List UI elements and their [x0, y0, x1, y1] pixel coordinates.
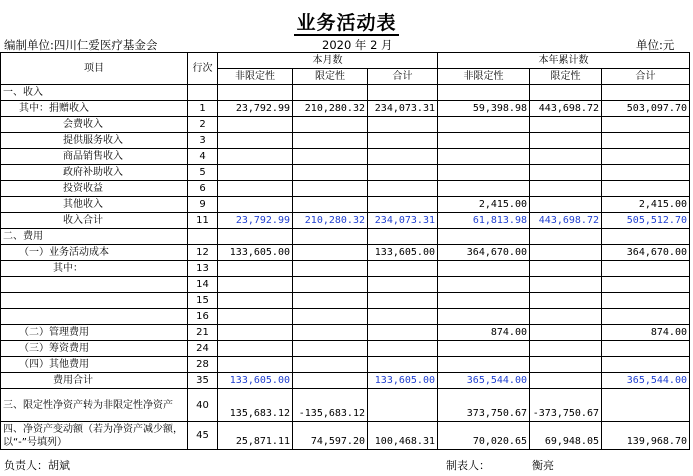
row-value[interactable]: [218, 133, 293, 149]
row-value[interactable]: [218, 325, 293, 341]
header-item: 项目: [1, 53, 188, 85]
row-label: [1, 277, 188, 293]
row-line-number: 15: [188, 293, 218, 309]
row-value[interactable]: [293, 261, 368, 277]
row-value[interactable]: [293, 341, 368, 357]
row-value[interactable]: [368, 197, 438, 213]
row-line-number: 2: [188, 117, 218, 133]
table-row: [1, 213, 690, 229]
row-line-number: [188, 229, 218, 245]
header-ytd: 本年累计数: [438, 53, 690, 69]
table-row: [1, 197, 690, 213]
row-value[interactable]: [368, 325, 438, 341]
row-value[interactable]: [438, 341, 530, 357]
row-value[interactable]: [293, 133, 368, 149]
row-value[interactable]: [530, 325, 602, 341]
row-value[interactable]: [293, 85, 368, 101]
row-value[interactable]: [530, 245, 602, 261]
row-value[interactable]: 503,097.70: [602, 101, 690, 117]
row-value[interactable]: [438, 293, 530, 309]
row-label: 投资收益: [1, 181, 188, 197]
row-value[interactable]: [530, 277, 602, 293]
row-value[interactable]: [293, 181, 368, 197]
row-value[interactable]: [218, 261, 293, 277]
row-value[interactable]: 2,415.00: [438, 197, 530, 213]
row-line-number: 35: [188, 373, 218, 389]
row-label: [1, 309, 188, 325]
row-label: （三）筹资费用: [1, 341, 188, 357]
row-label: （一）业务活动成本: [1, 245, 188, 261]
header-cm-unrestricted: 非限定性: [218, 69, 293, 85]
row-value[interactable]: [602, 229, 690, 245]
row-line-number: 40: [188, 389, 218, 422]
row-value[interactable]: 133,605.00: [368, 373, 438, 389]
row-value[interactable]: [438, 165, 530, 181]
row-value[interactable]: 133,605.00: [218, 245, 293, 261]
table-row: [1, 133, 690, 149]
table-row: [1, 422, 690, 450]
row-label: 收入合计: [1, 213, 188, 229]
row-line-number: 6: [188, 181, 218, 197]
row-value[interactable]: [602, 309, 690, 325]
table-row: [1, 117, 690, 133]
row-value[interactable]: 2,415.00: [602, 197, 690, 213]
row-value[interactable]: [368, 293, 438, 309]
row-value[interactable]: 234,073.31: [368, 101, 438, 117]
row-value[interactable]: [368, 261, 438, 277]
row-label: （二）管理费用: [1, 325, 188, 341]
row-line-number: 21: [188, 325, 218, 341]
row-value[interactable]: [602, 133, 690, 149]
row-value[interactable]: [602, 85, 690, 101]
row-label: 其他收入: [1, 197, 188, 213]
row-value[interactable]: 443,698.72: [530, 213, 602, 229]
row-line-number: 5: [188, 165, 218, 181]
table-row: [1, 101, 690, 117]
header-line: 行次: [188, 53, 218, 85]
row-value[interactable]: [602, 341, 690, 357]
header-ytd-restricted: 限定性: [530, 69, 602, 85]
reporting-unit: 编制单位:四川仁爱医疗基金会: [4, 38, 158, 52]
row-value[interactable]: 365,544.00: [438, 373, 530, 389]
row-value[interactable]: [438, 149, 530, 165]
table-row: [1, 261, 690, 277]
row-value[interactable]: [368, 309, 438, 325]
table-row: [1, 245, 690, 261]
row-value[interactable]: 59,398.98: [438, 101, 530, 117]
row-value[interactable]: [602, 357, 690, 373]
row-label: 其中：: [1, 261, 188, 277]
row-line-number: 3: [188, 133, 218, 149]
table-row: [1, 85, 690, 101]
row-value[interactable]: [530, 229, 602, 245]
row-value[interactable]: [218, 181, 293, 197]
row-value[interactable]: [368, 149, 438, 165]
row-value[interactable]: [293, 149, 368, 165]
row-value[interactable]: 133,605.00: [218, 373, 293, 389]
footer-owner: 负责人：胡斌: [4, 459, 70, 472]
currency-unit: 单位:元: [636, 38, 675, 52]
row-label: 四、净资产变动额（若为净资产减少额，以“-”号填列）: [1, 422, 188, 450]
header-ytd-total: 合计: [602, 69, 690, 85]
row-label: 商品销售收入: [1, 149, 188, 165]
row-line-number: 11: [188, 213, 218, 229]
row-value[interactable]: [368, 341, 438, 357]
row-value[interactable]: [368, 85, 438, 101]
row-value[interactable]: [438, 133, 530, 149]
row-value[interactable]: [602, 165, 690, 181]
table-row: [1, 277, 690, 293]
row-value[interactable]: [438, 229, 530, 245]
row-value[interactable]: 234,073.31: [368, 213, 438, 229]
row-value[interactable]: [293, 325, 368, 341]
row-value[interactable]: [368, 133, 438, 149]
row-value[interactable]: [530, 149, 602, 165]
row-value[interactable]: [368, 357, 438, 373]
row-value[interactable]: 443,698.72: [530, 101, 602, 117]
row-value[interactable]: [293, 277, 368, 293]
row-value[interactable]: 874.00: [602, 325, 690, 341]
row-value[interactable]: [293, 117, 368, 133]
table-row: [1, 357, 690, 373]
row-value[interactable]: [530, 261, 602, 277]
row-value[interactable]: 505,512.70: [602, 213, 690, 229]
row-line-number: 14: [188, 277, 218, 293]
row-value[interactable]: [218, 197, 293, 213]
row-value[interactable]: 133,605.00: [368, 245, 438, 261]
row-value[interactable]: [218, 165, 293, 181]
row-value[interactable]: 74,597.20: [293, 422, 368, 450]
row-value[interactable]: [218, 357, 293, 373]
row-value[interactable]: [293, 245, 368, 261]
row-value[interactable]: 25,871.11: [218, 422, 293, 450]
row-line-number: 16: [188, 309, 218, 325]
row-value[interactable]: 210,280.32: [293, 101, 368, 117]
table-row: [1, 149, 690, 165]
row-value[interactable]: [530, 293, 602, 309]
header-cm-restricted: 限定性: [293, 69, 368, 85]
row-line-number: 45: [188, 422, 218, 450]
row-value[interactable]: 364,670.00: [438, 245, 530, 261]
row-value[interactable]: [293, 309, 368, 325]
table-row: [1, 165, 690, 181]
table-row: [1, 389, 690, 422]
row-value[interactable]: [602, 261, 690, 277]
table-row: [1, 341, 690, 357]
row-value[interactable]: [218, 117, 293, 133]
row-value[interactable]: 373,750.67: [438, 389, 530, 422]
row-value[interactable]: [293, 293, 368, 309]
row-value[interactable]: 70,020.65: [438, 422, 530, 450]
report-title: 业务活动表: [296, 12, 397, 34]
row-value[interactable]: [602, 117, 690, 133]
row-value[interactable]: [602, 277, 690, 293]
row-value[interactable]: [218, 229, 293, 245]
row-label: 政府补助收入: [1, 165, 188, 181]
row-value[interactable]: [218, 85, 293, 101]
row-value[interactable]: [530, 165, 602, 181]
row-value[interactable]: [530, 133, 602, 149]
row-value[interactable]: [218, 309, 293, 325]
row-value[interactable]: 69,948.05: [530, 422, 602, 450]
row-label: 一、收入: [1, 85, 188, 101]
row-value[interactable]: 365,544.00: [602, 373, 690, 389]
row-value[interactable]: [293, 357, 368, 373]
table-row: [1, 309, 690, 325]
row-value[interactable]: 100,468.31: [368, 422, 438, 450]
row-label: 费用合计: [1, 373, 188, 389]
row-value[interactable]: 135,683.12: [218, 389, 293, 422]
row-value[interactable]: 23,792.99: [218, 101, 293, 117]
row-value[interactable]: [293, 165, 368, 181]
row-value[interactable]: [438, 261, 530, 277]
activity-table: [0, 52, 690, 450]
row-value[interactable]: [530, 181, 602, 197]
row-label: 提供服务收入: [1, 133, 188, 149]
row-value[interactable]: [438, 117, 530, 133]
row-value[interactable]: [218, 277, 293, 293]
row-value[interactable]: [530, 85, 602, 101]
row-value[interactable]: [438, 277, 530, 293]
footer-preparer-label: 制表人：: [446, 459, 490, 472]
row-line-number: 9: [188, 197, 218, 213]
row-value[interactable]: [368, 277, 438, 293]
row-label: 二、费用: [1, 229, 188, 245]
row-value[interactable]: [602, 181, 690, 197]
row-value[interactable]: 210,280.32: [293, 213, 368, 229]
row-value[interactable]: [293, 197, 368, 213]
row-line-number: 24: [188, 341, 218, 357]
row-label: （四）其他费用: [1, 357, 188, 373]
row-value[interactable]: [530, 197, 602, 213]
row-value[interactable]: [293, 373, 368, 389]
row-line-number: 13: [188, 261, 218, 277]
header-current-month: 本月数: [218, 53, 438, 69]
table-row: [1, 229, 690, 245]
row-value[interactable]: 61,813.98: [438, 213, 530, 229]
row-value[interactable]: -135,683.12: [293, 389, 368, 422]
row-value[interactable]: [293, 229, 368, 245]
row-value[interactable]: [438, 181, 530, 197]
row-value[interactable]: [368, 229, 438, 245]
row-value[interactable]: [438, 85, 530, 101]
row-value[interactable]: [218, 341, 293, 357]
row-value[interactable]: [530, 309, 602, 325]
row-line-number: [188, 85, 218, 101]
row-value[interactable]: [218, 149, 293, 165]
row-value[interactable]: 364,670.00: [602, 245, 690, 261]
row-value[interactable]: [530, 373, 602, 389]
header-ytd-unrestricted: 非限定性: [438, 69, 530, 85]
row-value[interactable]: [368, 117, 438, 133]
row-value[interactable]: 139,968.70: [602, 422, 690, 450]
row-label: 三、限定性净资产转为非限定性净资产: [1, 389, 188, 422]
header-cm-total: 合计: [368, 69, 438, 85]
table-row: [1, 181, 690, 197]
row-value[interactable]: [438, 309, 530, 325]
footer-preparer-name: 衡亮: [532, 459, 554, 472]
row-value[interactable]: [530, 341, 602, 357]
row-value[interactable]: [368, 165, 438, 181]
row-value[interactable]: [218, 293, 293, 309]
table-row: [1, 373, 690, 389]
row-value[interactable]: [602, 293, 690, 309]
row-value[interactable]: 874.00: [438, 325, 530, 341]
row-value[interactable]: -373,750.67: [530, 389, 602, 422]
row-value[interactable]: 23,792.99: [218, 213, 293, 229]
table-row: [1, 325, 690, 341]
row-label: [1, 293, 188, 309]
row-value[interactable]: [438, 357, 530, 373]
row-line-number: 28: [188, 357, 218, 373]
row-line-number: 12: [188, 245, 218, 261]
row-value[interactable]: [530, 117, 602, 133]
row-value[interactable]: [530, 357, 602, 373]
report-period: 2020 年 2 月: [322, 38, 393, 52]
row-line-number: 1: [188, 101, 218, 117]
row-label: 会费收入: [1, 117, 188, 133]
table-row: [1, 293, 690, 309]
row-value[interactable]: [602, 149, 690, 165]
row-label: 其中：捐赠收入: [1, 101, 188, 117]
row-value[interactable]: [368, 389, 438, 422]
row-value[interactable]: [368, 181, 438, 197]
row-line-number: 4: [188, 149, 218, 165]
row-value[interactable]: [602, 389, 690, 422]
